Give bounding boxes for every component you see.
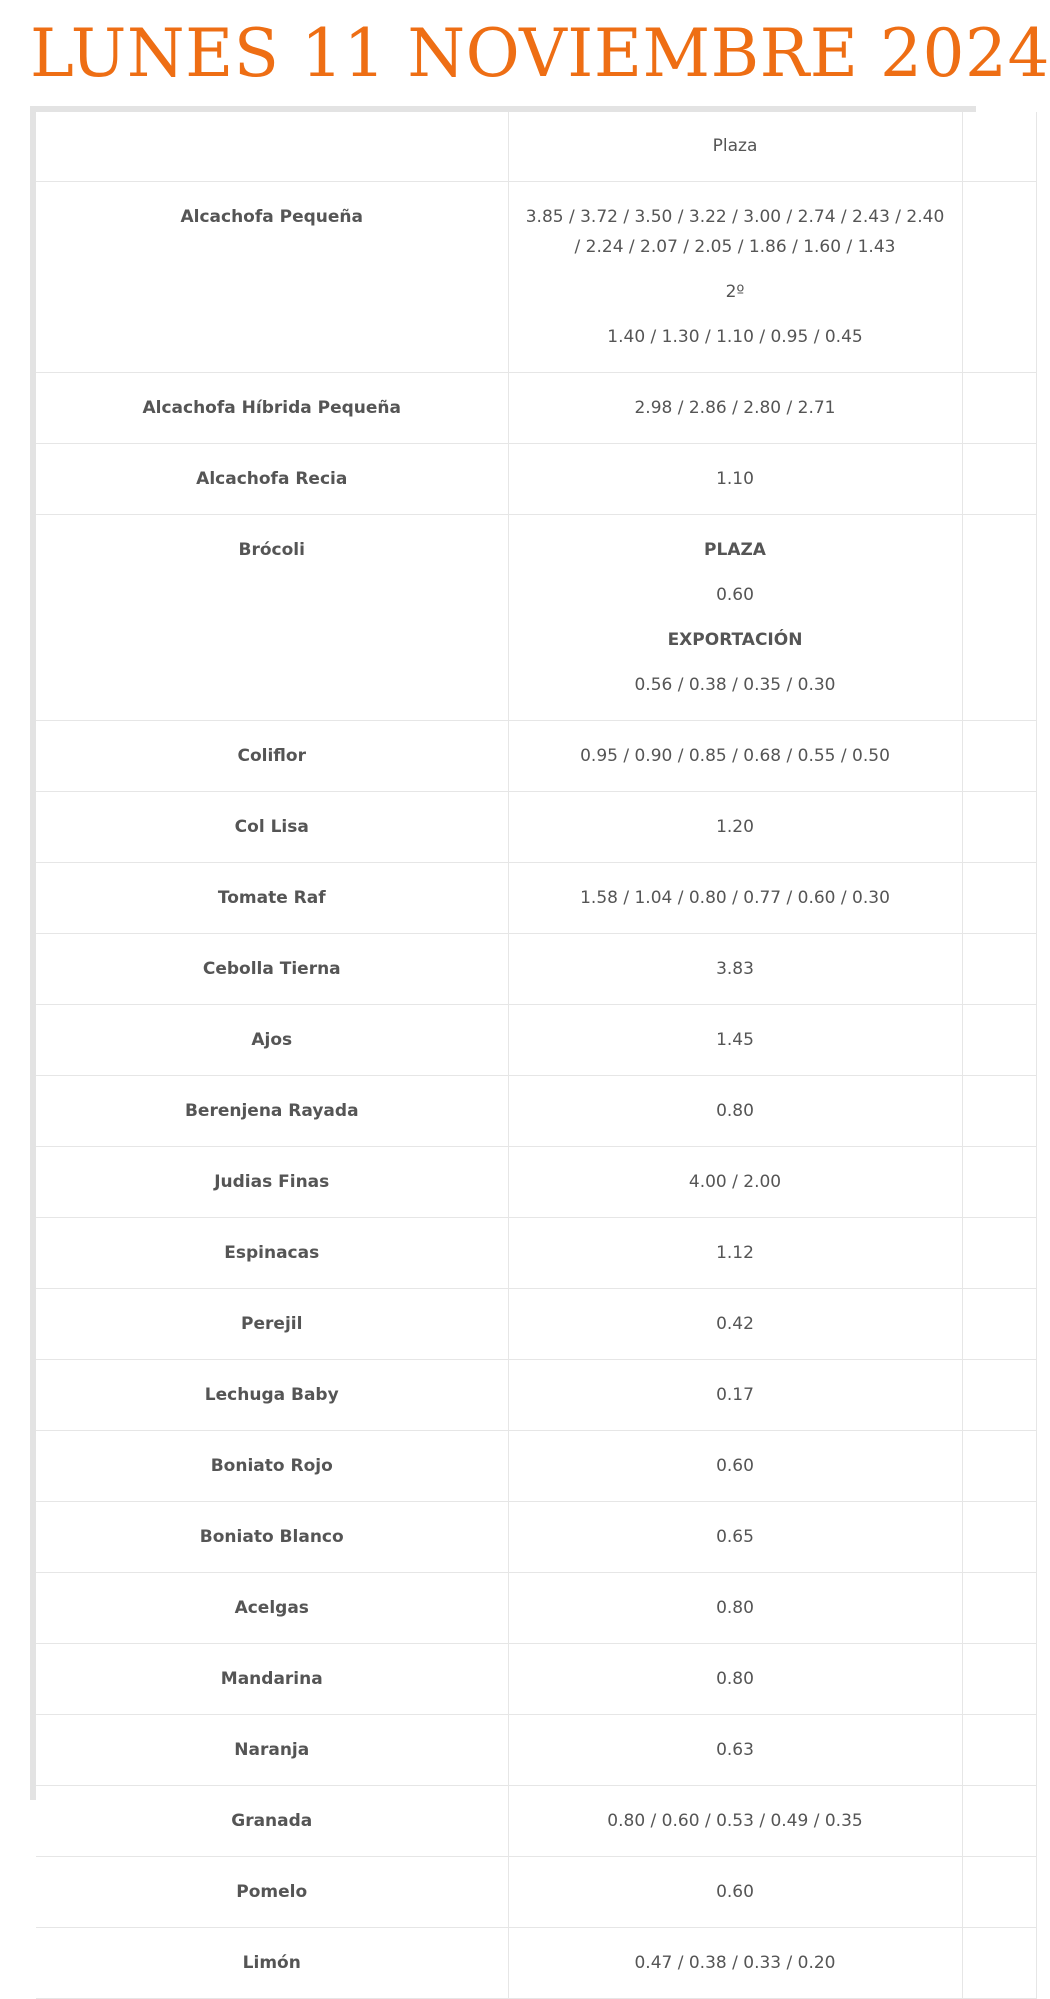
price-cell: 0.80 / 0.60 / 0.53 / 0.49 / 0.35 — [508, 1786, 962, 1857]
price-cell: 0.95 / 0.90 / 0.85 / 0.68 / 0.55 / 0.50 — [508, 721, 962, 792]
extra-cell — [962, 934, 1036, 1005]
price-cell: 4.00 / 2.00 — [508, 1147, 962, 1218]
table-row — [36, 792, 1036, 863]
product-name: Lechuga Baby — [36, 1360, 508, 1431]
product-name: Tomate Raf — [36, 863, 508, 934]
product-name: Berenjena Rayada — [36, 1076, 508, 1147]
plaza-label: PLAZA — [704, 540, 766, 560]
extra-cell — [962, 1786, 1036, 1857]
product-name: Boniato Rojo — [36, 1431, 508, 1502]
table-row — [36, 1644, 1036, 1715]
price-line: 3.85 / 3.72 / 3.50 / 3.22 / 3.00 / 2.74 / 2.43 / 2.40 — [525, 207, 945, 227]
product-name: Coliflor — [36, 721, 508, 792]
price-cell: 1.12 — [508, 1218, 962, 1289]
second-quality-label: 2º — [725, 282, 745, 302]
product-name: Naranja — [36, 1715, 508, 1786]
product-name: Brócoli — [36, 515, 508, 721]
price-cell: 1.20 — [508, 792, 962, 863]
table-row — [36, 934, 1036, 1005]
price-cell: 3.83 — [508, 934, 962, 1005]
price-cell: 0.60 — [508, 1431, 962, 1502]
product-name: Perejil — [36, 1289, 508, 1360]
price-cell: 0.42 — [508, 1289, 962, 1360]
table-row — [36, 1573, 1036, 1644]
extra-cell — [962, 1218, 1036, 1289]
product-name: Granada — [36, 1786, 508, 1857]
price-cell: 2.98 / 2.86 / 2.80 / 2.71 — [508, 373, 962, 444]
export-prices: 0.56 / 0.38 / 0.35 / 0.30 — [634, 675, 836, 695]
extra-cell — [962, 1431, 1036, 1502]
table-row — [36, 1786, 1036, 1857]
table-row — [36, 182, 1036, 373]
product-name: Col Lisa — [36, 792, 508, 863]
product-name: Cebolla Tierna — [36, 934, 508, 1005]
product-name: Acelgas — [36, 1573, 508, 1644]
second-quality-prices: 1.40 / 1.30 / 1.10 / 0.95 / 0.45 — [607, 327, 863, 347]
product-name: Judias Finas — [36, 1147, 508, 1218]
table-row — [36, 1431, 1036, 1502]
header-product — [36, 112, 508, 182]
price-cell: 0.80 — [508, 1573, 962, 1644]
extra-cell — [962, 863, 1036, 934]
product-name: Boniato Blanco — [36, 1502, 508, 1573]
price-cell: 1.45 — [508, 1005, 962, 1076]
extra-cell — [962, 1857, 1036, 1928]
extra-cell — [962, 1147, 1036, 1218]
price-cell: 0.47 / 0.38 / 0.33 / 0.20 — [508, 1928, 962, 1999]
table-header-row — [36, 112, 1036, 182]
export-label: EXPORTACIÓN — [667, 630, 803, 650]
price-cell — [508, 182, 962, 373]
page-title: LUNES 11 NOVIEMBRE 2024 — [30, 15, 1050, 92]
header-extra — [962, 112, 1036, 182]
table-row — [36, 1857, 1036, 1928]
price-cell: 1.58 / 1.04 / 0.80 / 0.77 / 0.60 / 0.30 — [508, 863, 962, 934]
extra-cell — [962, 515, 1036, 721]
product-name: Ajos — [36, 1005, 508, 1076]
price-cell: 0.65 — [508, 1502, 962, 1573]
price-cell — [508, 515, 962, 721]
table-row — [36, 1218, 1036, 1289]
extra-cell — [962, 721, 1036, 792]
price-cell: 0.80 — [508, 1644, 962, 1715]
price-cell: 0.63 — [508, 1715, 962, 1786]
extra-cell — [962, 373, 1036, 444]
table-row — [36, 1928, 1036, 1999]
header-price: Plaza — [508, 112, 962, 182]
extra-cell — [962, 182, 1036, 373]
table-row — [36, 1005, 1036, 1076]
table-row — [36, 373, 1036, 444]
price-table — [36, 112, 1037, 1999]
table-row — [36, 1502, 1036, 1573]
product-name: Mandarina — [36, 1644, 508, 1715]
price-line: / 2.24 / 2.07 / 2.05 / 1.86 / 1.60 / 1.43 — [574, 237, 896, 257]
table-row — [36, 1076, 1036, 1147]
price-cell: 0.17 — [508, 1360, 962, 1431]
table-row — [36, 1715, 1036, 1786]
table-row — [36, 444, 1036, 515]
product-name: Espinacas — [36, 1218, 508, 1289]
table-row — [36, 515, 1036, 721]
extra-cell — [962, 1360, 1036, 1431]
extra-cell — [962, 1005, 1036, 1076]
extra-cell — [962, 1573, 1036, 1644]
product-name: Limón — [36, 1928, 508, 1999]
product-name: Pomelo — [36, 1857, 508, 1928]
price-cell: 0.80 — [508, 1076, 962, 1147]
extra-cell — [962, 1644, 1036, 1715]
extra-cell — [962, 1502, 1036, 1573]
extra-cell — [962, 1715, 1036, 1786]
extra-cell — [962, 792, 1036, 863]
table-row — [36, 863, 1036, 934]
price-cell: 1.10 — [508, 444, 962, 515]
price-cell: 0.60 — [508, 1857, 962, 1928]
table-row — [36, 721, 1036, 792]
extra-cell — [962, 1928, 1036, 1999]
table-row — [36, 1147, 1036, 1218]
extra-cell — [962, 444, 1036, 515]
price-table-container — [30, 106, 976, 1973]
product-name: Alcachofa Híbrida Pequeña — [36, 373, 508, 444]
product-name: Alcachofa Recia — [36, 444, 508, 515]
extra-cell — [962, 1289, 1036, 1360]
extra-cell — [962, 1076, 1036, 1147]
table-row — [36, 1360, 1036, 1431]
plaza-price: 0.60 — [716, 585, 754, 605]
table-row — [36, 1289, 1036, 1360]
product-name: Alcachofa Pequeña — [36, 182, 508, 373]
